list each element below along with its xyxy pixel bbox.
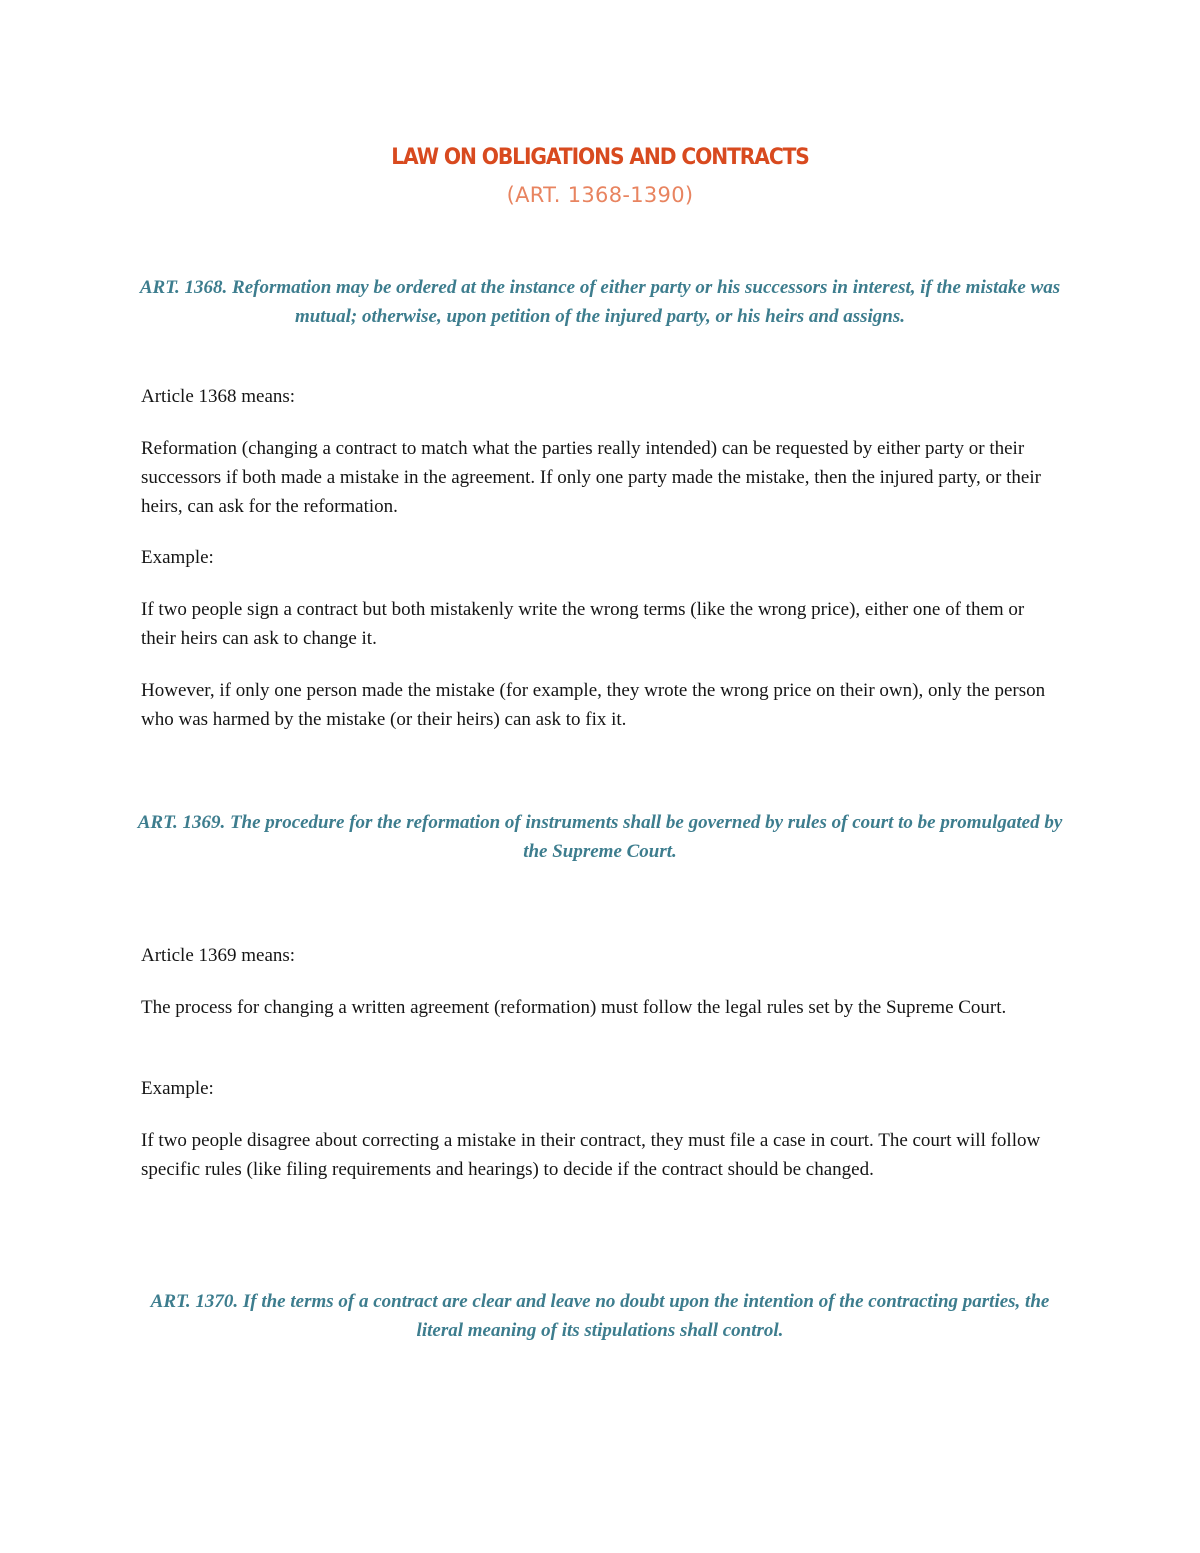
- article-1368-text: ART. 1368. Reformation may be ordered at the instance of either party or his successors in interest, if the mistake was mutual; otherwise, upon petition of the injured party, or his heirs and assigns.: [139, 277, 1061, 327]
- document-subtitle: (ART. 1368-1390): [506, 183, 694, 207]
- article-1368-example-label: Example:: [141, 547, 214, 568]
- article-1368-meaning: Reformation (changing a contract to match what the parties really intended) can be requested by either party or their successors if both made a mistake in the agreement. If only one party made the mistake, then the injured party, or their heirs, can ask for the reformation.: [141, 438, 1041, 517]
- article-1370-text: ART. 1370. If the terms of a contract are clear and leave no doubt upon the intention of the contracting parties, the literal meaning of its stipulations shall control.: [150, 1291, 1050, 1341]
- article-1368-means-label: Article 1368 means:: [141, 386, 296, 407]
- article-1369-text: ART. 1369. The procedure for the reformation of instruments shall be governed by rules of court to be promulgated by the Supreme Court.: [137, 812, 1063, 862]
- article-1369-meaning: The process for changing a written agreement (reformation) must follow the legal rules set by the Supreme Court.: [141, 997, 1007, 1018]
- article-1369-example-1: If two people disagree about correcting a mistake in their contract, they must file a case in court. The court will follow specific rules (like filing requirements and hearings) to decide if the contract should be changed.: [141, 1130, 1041, 1180]
- article-1368-example-2: However, if only one person made the mistake (for example, they wrote the wrong price on their own), only the person who was harmed by the mistake (or their heirs) can ask to fix it.: [141, 680, 1046, 730]
- document-title: LAW ON OBLIGATIONS AND CONTRACTS: [391, 145, 809, 170]
- article-1369-example-label: Example:: [141, 1078, 214, 1099]
- article-1368-example-1: If two people sign a contract but both mistakenly write the wrong terms (like the wrong price), either one of them or their heirs can ask to change it.: [141, 599, 1025, 649]
- article-1369-means-label: Article 1369 means:: [141, 945, 296, 966]
